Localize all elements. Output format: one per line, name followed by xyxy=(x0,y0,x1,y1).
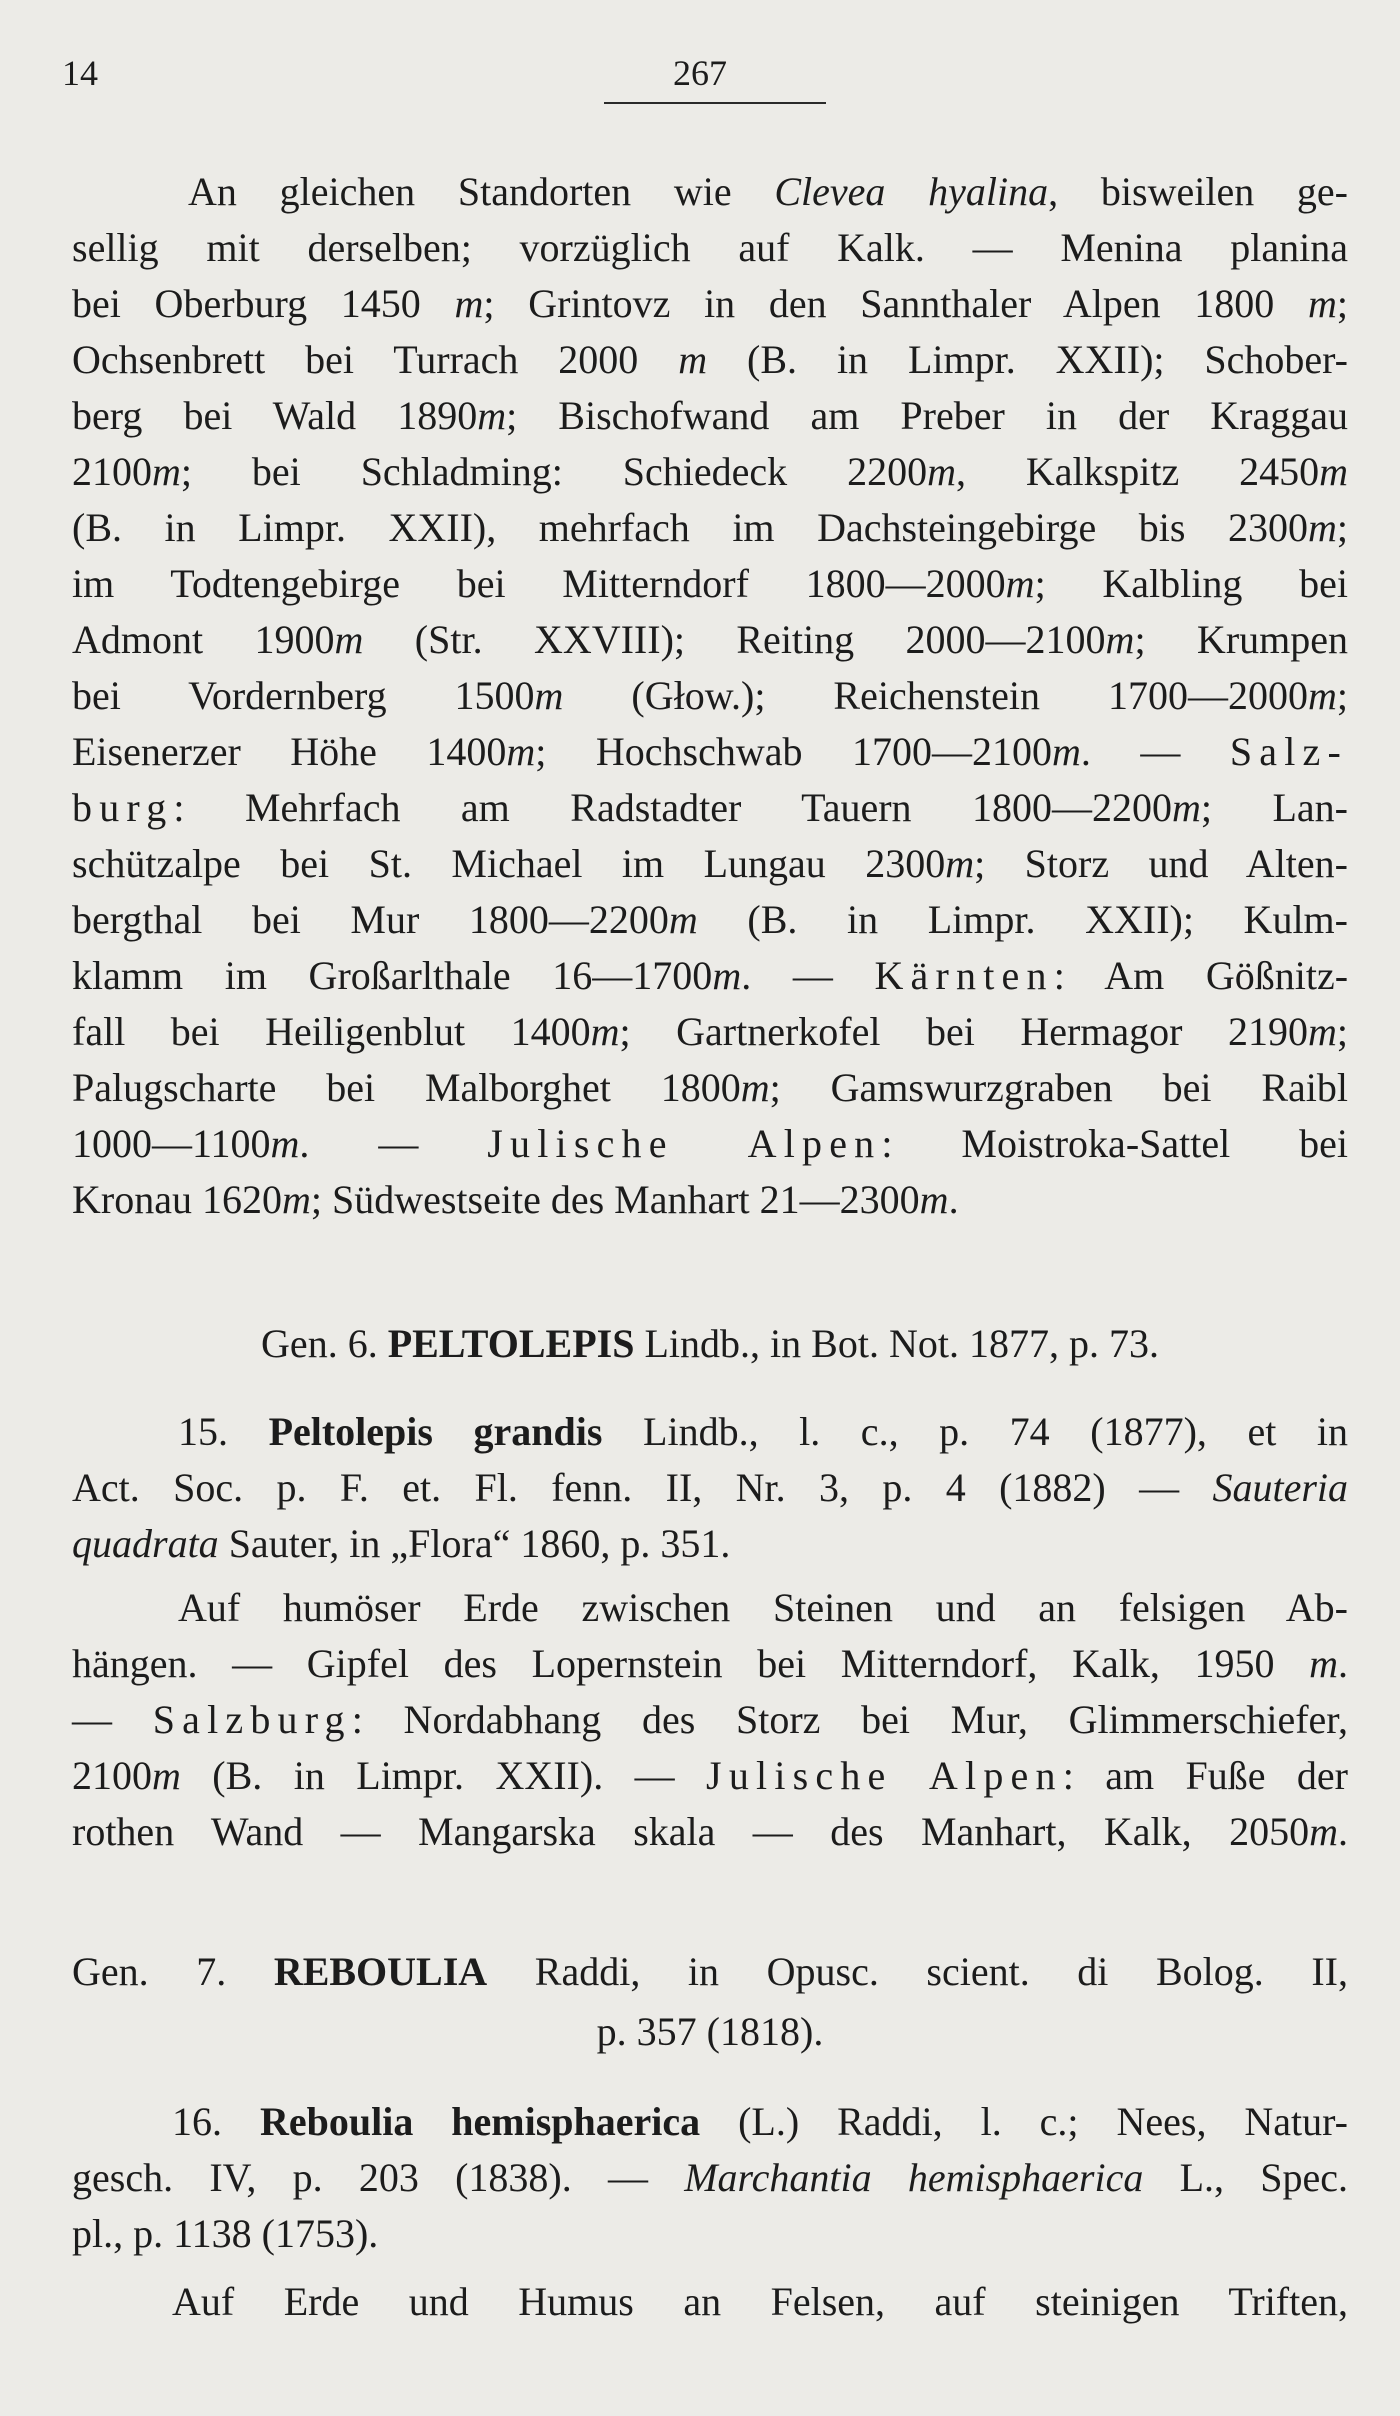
text-line: burg: Mehrfach am Radstadter Tauern 1800—2200m; Lan- xyxy=(72,785,1348,830)
genus-heading-cont: p. 357 (1818). xyxy=(596,2009,824,2054)
text-line: Admont 1900m (Str. XXVIII); Reiting 2000—2100m; Krumpen xyxy=(72,617,1349,662)
text-line: sellig mit derselben; vorzüglich auf Kalk. — Menina planina xyxy=(72,225,1348,270)
text-line: gesch. IV, p. 203 (1838). — Marchantia hemisphaerica L., Spec. xyxy=(72,2155,1349,2200)
page-number-left: 14 xyxy=(62,53,98,93)
text-line: quadrata Sauter, in „Flora“ 1860, p. 351. xyxy=(72,1521,731,1566)
text-line: — Salzburg: Nordabhang des Storz bei Mur, Glimmerschiefer, xyxy=(72,1697,1348,1742)
text-line: berg bei Wald 1890m; Bischofwand am Preber in der Kraggau xyxy=(72,393,1348,438)
species-heading: 16. Reboulia hemisphaerica (L.) Raddi, l. c.; Nees, Natur- xyxy=(172,2099,1349,2144)
text-line: Auf humöser Erde zwischen Steinen und an felsigen Ab- xyxy=(178,1585,1348,1630)
text-line: An gleichen Standorten wie Clevea hyalina, bisweilen ge- xyxy=(188,169,1348,214)
text-line: bei Vordernberg 1500m (Głow.); Reichenstein 1700—2000m; xyxy=(72,673,1348,718)
text-line: (B. in Limpr. XXII), mehrfach im Dachsteingebirge bis 2300m; xyxy=(72,505,1348,550)
text-line: Eisenerzer Höhe 1400m; Hochschwab 1700—2100m. — Salz- xyxy=(72,729,1348,774)
text-line: Act. Soc. p. F. et. Fl. fenn. II, Nr. 3, p. 4 (1882) — Sauteria xyxy=(72,1465,1348,1510)
text-line: bergthal bei Mur 1800—2200m (B. in Limpr. XXII); Kulm- xyxy=(72,897,1348,942)
text-line: rothen Wand — Mangarska skala — des Manhart, Kalk, 2050m. xyxy=(72,1809,1348,1854)
text-line: 2100m; bei Schladming: Schiedeck 2200m, Kalkspitz 2450m xyxy=(72,449,1348,494)
page-number-center: 267 xyxy=(673,53,727,93)
text-line: im Todtengebirge bei Mitterndorf 1800—2000m; Kalbling bei xyxy=(72,561,1348,606)
genus-heading: Gen. 7. REBOULIA Raddi, in Opusc. scient. di Bolog. II, xyxy=(72,1949,1349,1994)
text-line: Palugscharte bei Malborghet 1800m; Gamswurzgraben bei Raibl xyxy=(72,1065,1348,1110)
text-line: klamm im Großarlthale 16—1700m. — Kärnten: Am Gößnitz- xyxy=(72,953,1349,998)
text-line: hängen. — Gipfel des Lopernstein bei Mitterndorf, Kalk, 1950 m. xyxy=(72,1641,1348,1686)
text-line: schützalpe bei St. Michael im Lungau 2300m; Storz und Alten- xyxy=(72,841,1348,886)
header-rule xyxy=(604,102,826,104)
text-line: 2100m (B. in Limpr. XXII). — Julische Alpen: am Fuße der xyxy=(72,1753,1349,1798)
text-line: 1000—1100m. — Julische Alpen: Moistroka-Sattel bei xyxy=(72,1121,1349,1166)
text-line: Kronau 1620m; Südwestseite des Manhart 21—2300m. xyxy=(72,1177,959,1222)
text-line: pl., p. 1138 (1753). xyxy=(72,2211,379,2256)
genus-heading: Gen. 6. PELTOLEPIS Lindb., in Bot. Not. 1877, p. 73. xyxy=(261,1321,1159,1366)
text-line: fall bei Heiligenblut 1400m; Gartnerkofel bei Hermagor 2190m; xyxy=(72,1009,1348,1054)
species-heading: 15. Peltolepis grandis Lindb., l. c., p. 74 (1877), et in xyxy=(178,1409,1348,1454)
text-line: Ochsenbrett bei Turrach 2000 m (B. in Limpr. XXII); Schober- xyxy=(72,337,1349,382)
text-line: Auf Erde und Humus an Felsen, auf steinigen Triften, xyxy=(172,2279,1348,2324)
text-line: bei Oberburg 1450 m; Grintovz in den Sannthaler Alpen 1800 m; xyxy=(72,281,1348,326)
